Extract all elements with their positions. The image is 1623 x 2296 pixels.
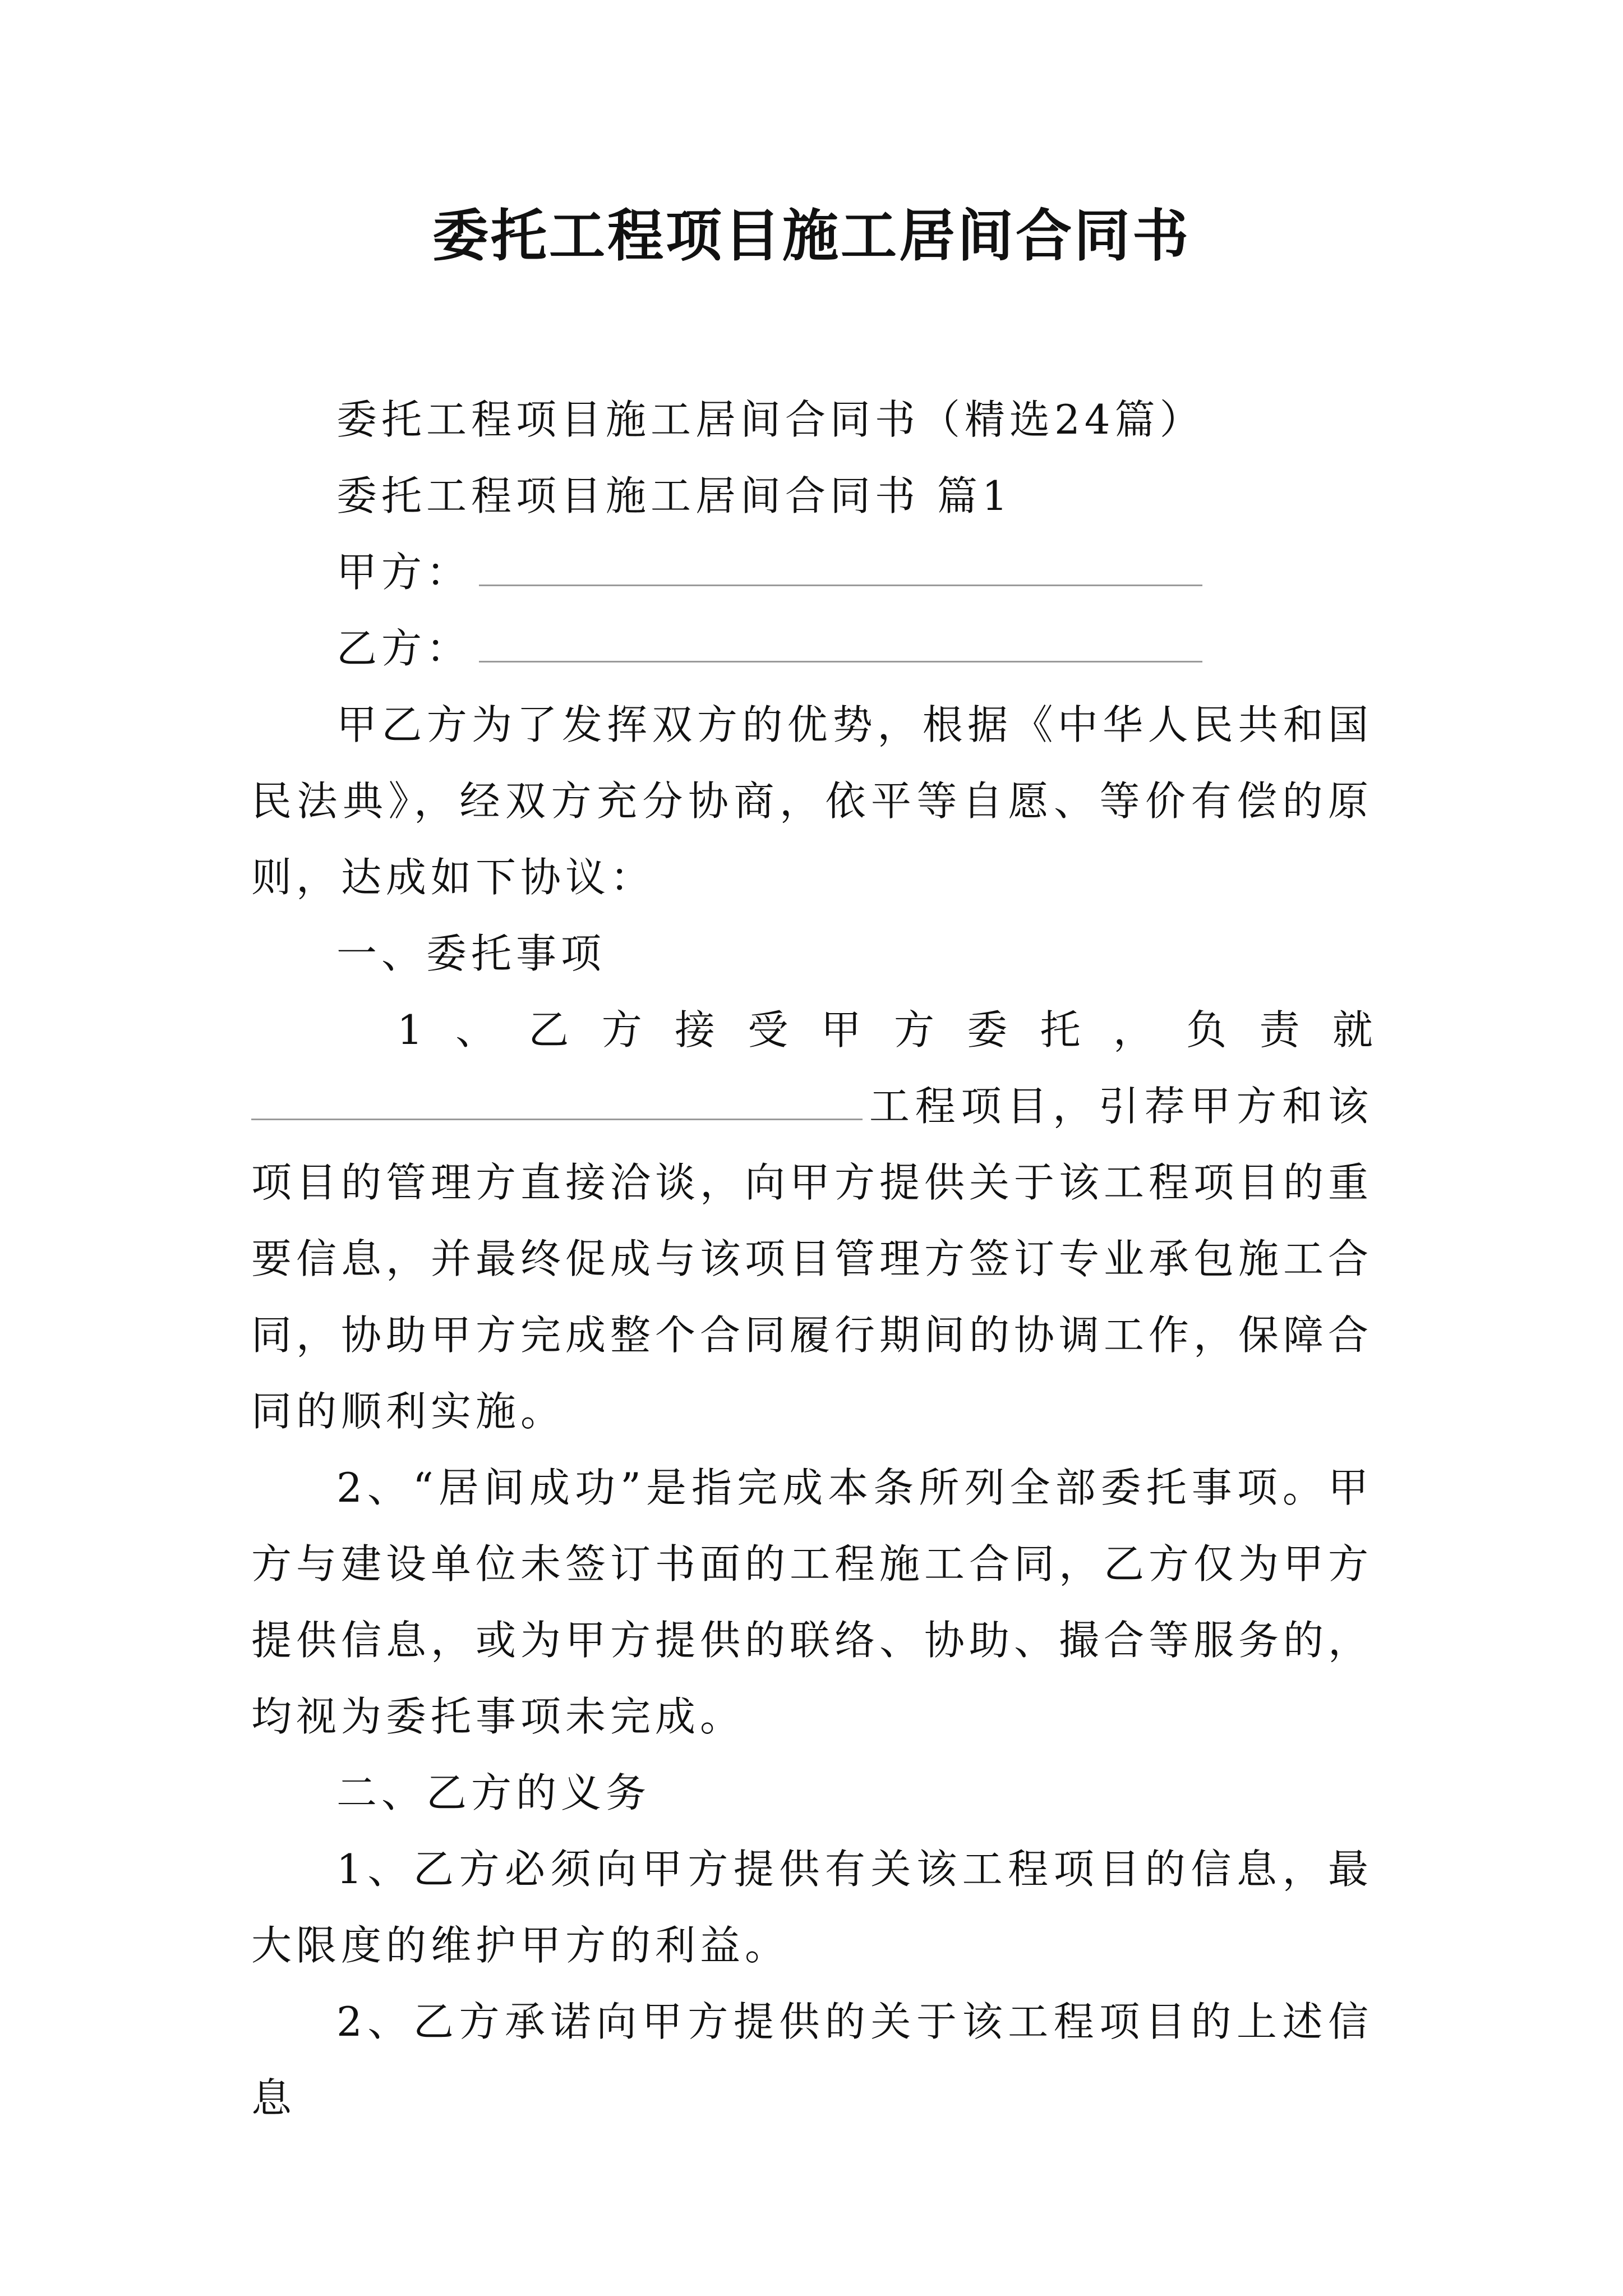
document-body <box>251 381 1373 2136</box>
party-b-row <box>251 610 1373 687</box>
item-1-1-first-line <box>251 992 1373 1068</box>
item-1-1-char: 1 <box>397 1006 423 1053</box>
section-1-heading: 一、委托事项 <box>336 930 606 977</box>
party-a-row <box>251 534 1373 610</box>
party-b-label: 乙方： <box>336 625 472 672</box>
item-1-1-char: 受 <box>748 1006 789 1053</box>
item-1-1-char: ， <box>1113 1006 1154 1053</box>
item-1-1-continued <box>251 1068 1373 1450</box>
intro-paragraph: 甲乙方为了发挥双方的优势，根据《中华人民共和国民法典》，经双方充分协商，依平等自愿、等价有偿的原则，达成如下协议： <box>251 701 1373 901</box>
item-1-1-char: 方 <box>601 1006 642 1053</box>
party-a-label: 甲方： <box>336 549 472 596</box>
item-1-1-char: 责 <box>1259 1006 1300 1053</box>
item-1-1-char: 方 <box>893 1006 934 1053</box>
item-1-1-char: 托 <box>1040 1006 1081 1053</box>
item-1-1-char: 负 <box>1186 1006 1227 1053</box>
item-2-2: 2、乙方承诺向甲方提供的关于该工程项目的上述信息 <box>251 1998 1373 2122</box>
item-1-1-rest: 工程项目，引荐甲方和该项目的管理方直接洽谈，向甲方提供关于该工程项目的重要信息，并最终促成与该项目管理方签订专业承包施工合同，协助甲方完成整个合同履行期间的协调工作，保障合同的顺利实施。 <box>251 1083 1373 1435</box>
item-1-2: 2、“居间成功”是指完成本条所列全部委托事项。甲方与建设单位未签订书面的工程施工合同，乙方仅为甲方提供信息，或为甲方提供的联络、协助、撮合等服务的，均视为委托事项未完成。 <box>251 1464 1373 1740</box>
item-1-1-char: 乙 <box>528 1006 569 1053</box>
item-2-1: 1、乙方必须向甲方提供有关该工程项目的信息，最大限度的维护甲方的利益。 <box>251 1846 1373 1969</box>
item-1-1-char: 接 <box>675 1006 716 1053</box>
party-a-blank <box>479 582 1202 586</box>
subtitle: 委托工程项目施工居间合同书（精选24篇） <box>336 396 1205 443</box>
document-title: 委托工程项目施工居间合同书 <box>432 203 1191 269</box>
party-b-blank <box>479 659 1202 662</box>
item-1-1-char: 甲 <box>820 1006 861 1053</box>
item-1-1-char: 、 <box>455 1006 496 1053</box>
project-name-blank <box>251 1116 863 1120</box>
item-1-1-char: 委 <box>967 1006 1008 1053</box>
part-heading: 委托工程项目施工居间合同书 篇1 <box>336 472 1012 519</box>
section-2-heading: 二、乙方的义务 <box>336 1769 651 1816</box>
item-1-1-char: 就 <box>1332 1006 1373 1053</box>
